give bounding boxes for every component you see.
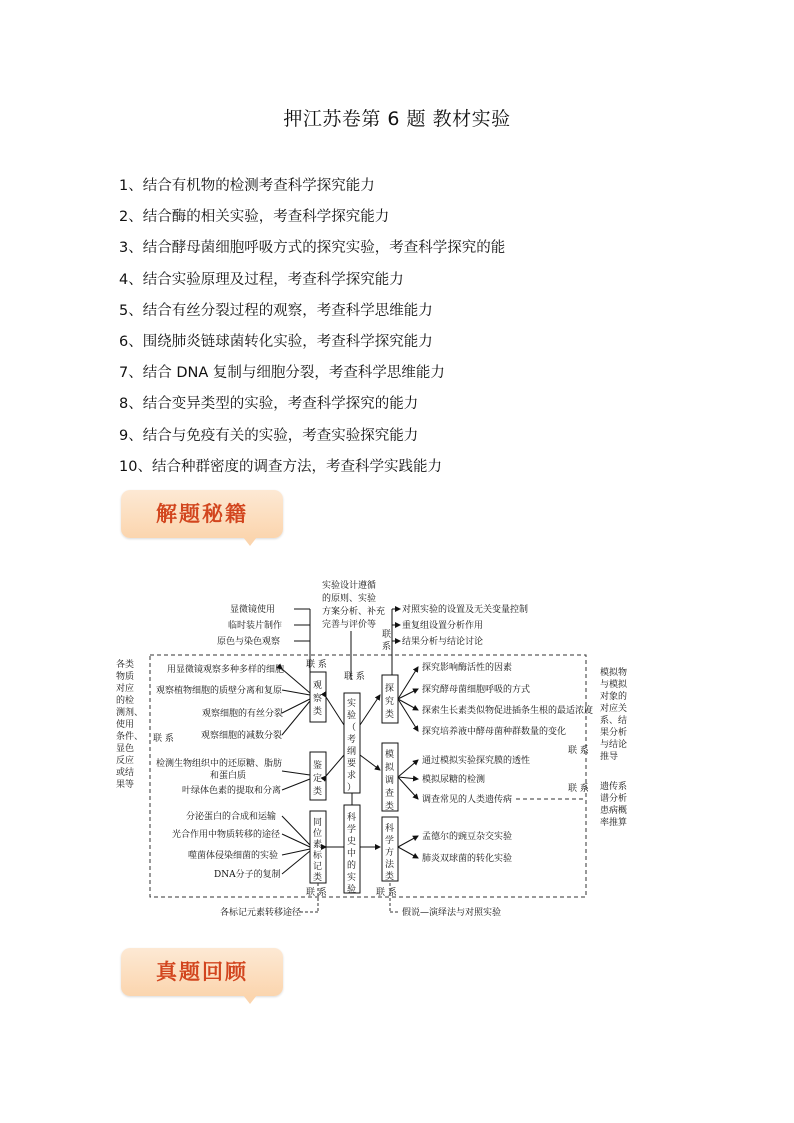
list-item: 3、结合酵母菌细胞呼吸方式的探究实验，考查科学探究的能 xyxy=(119,240,506,257)
svg-text:观察细胞的减数分裂: 观察细胞的减数分裂 xyxy=(201,731,283,741)
link-label: 联 系 xyxy=(306,888,327,898)
arrow xyxy=(282,779,310,790)
svg-text:验: 验 xyxy=(347,711,357,721)
svg-text:果等: 果等 xyxy=(116,780,135,790)
svg-text:同: 同 xyxy=(313,818,323,828)
svg-text:察: 察 xyxy=(313,694,323,704)
arrow xyxy=(398,836,418,847)
svg-text:反应: 反应 xyxy=(116,756,135,766)
svg-text:用显微镜观察多种多样的细胞: 用显微镜观察多种多样的细胞 xyxy=(167,665,285,675)
svg-text:率推算: 率推算 xyxy=(600,818,628,828)
svg-text:测剂、: 测剂、 xyxy=(116,708,144,718)
isotope-items xyxy=(172,810,281,880)
svg-text:查: 查 xyxy=(385,789,395,799)
arrow xyxy=(398,777,418,779)
svg-text:遗传系: 遗传系 xyxy=(600,782,628,792)
svg-text:科: 科 xyxy=(347,813,357,823)
svg-text:探究培养液中酵母菌种群数量的变化: 探究培养液中酵母菌种群数量的变化 xyxy=(422,727,567,737)
svg-text:物质: 物质 xyxy=(116,672,135,682)
svg-text:的原则、实验: 的原则、实验 xyxy=(322,594,377,604)
svg-text:位: 位 xyxy=(313,829,323,839)
svg-text:患病概: 患病概 xyxy=(600,806,628,816)
svg-text:显微镜使用: 显微镜使用 xyxy=(230,605,276,615)
svg-text:考: 考 xyxy=(347,735,357,745)
svg-text:类: 类 xyxy=(385,802,395,812)
svg-text:调查常见的人类遗传病: 调查常见的人类遗传病 xyxy=(422,795,513,805)
link-label: 联 系 xyxy=(306,660,327,670)
method-items xyxy=(422,830,512,864)
simulate-items xyxy=(422,754,530,805)
svg-text:类: 类 xyxy=(313,707,323,717)
svg-text:实: 实 xyxy=(347,873,357,883)
arrow xyxy=(360,695,380,725)
link-label: 联 系 xyxy=(376,888,397,898)
svg-text:史: 史 xyxy=(347,837,357,847)
svg-text:标: 标 xyxy=(313,851,323,861)
list-item: 2、结合酶的相关实验，考查科学探究能力 xyxy=(119,209,390,226)
svg-text:推导: 推导 xyxy=(600,752,619,762)
svg-text:中: 中 xyxy=(347,849,357,859)
svg-text:类: 类 xyxy=(313,873,323,883)
svg-text:验: 验 xyxy=(347,885,357,895)
right-side-note-1 xyxy=(600,666,628,762)
identify-box-label xyxy=(313,759,322,797)
svg-text:肺炎双球菌的转化实验: 肺炎双球菌的转化实验 xyxy=(422,854,513,864)
svg-text:条件、: 条件、 xyxy=(116,732,144,742)
svg-text:的: 的 xyxy=(347,861,357,871)
banner-label: 真题回顾 xyxy=(156,960,248,984)
list-item: 5、结合有丝分裂过程的观察，考查科学思维能力 xyxy=(119,302,433,319)
list-item: 9、结合与免疫有关的实验，考查实验探究能力 xyxy=(119,427,419,444)
arrow xyxy=(282,669,310,693)
svg-text:实: 实 xyxy=(347,699,357,709)
svg-text:（: （ xyxy=(347,723,357,733)
arrow xyxy=(398,847,418,858)
svg-text:检测生物组织中的还原糖、脂肪: 检测生物组织中的还原糖、脂肪 xyxy=(156,759,283,769)
banner-label: 解题秘籍 xyxy=(156,502,248,526)
svg-text:模拟尿糖的检测: 模拟尿糖的检测 xyxy=(422,775,486,785)
svg-text:方案分析、补充: 方案分析、补充 xyxy=(322,607,386,617)
bottom-left-note: 各标记元素转移途径 xyxy=(220,908,302,918)
svg-text:模: 模 xyxy=(385,750,395,760)
svg-text:显色: 显色 xyxy=(116,744,135,754)
svg-text:究: 究 xyxy=(385,697,395,707)
svg-text:实验设计遵循: 实验设计遵循 xyxy=(322,581,377,591)
svg-text:与结论: 与结论 xyxy=(600,740,628,750)
explore-items xyxy=(422,661,593,737)
svg-text:调: 调 xyxy=(385,776,395,786)
svg-text:纲: 纲 xyxy=(347,747,357,757)
list-item: 10、结合种群密度的调查方法，考查科学实践能力 xyxy=(119,458,442,475)
svg-text:的检: 的检 xyxy=(116,696,135,706)
svg-text:记: 记 xyxy=(313,862,323,872)
experiment-concept-map xyxy=(110,575,650,925)
arrow xyxy=(398,777,418,799)
speech-tail-icon xyxy=(243,995,257,1004)
svg-text:探: 探 xyxy=(385,684,395,694)
svg-text:拟: 拟 xyxy=(385,763,395,773)
svg-text:方: 方 xyxy=(385,848,395,858)
list-item: 8、结合变异类型的实验，考查科学探究的能力 xyxy=(119,396,419,413)
svg-text:探索生长素类似物促进插条生根的最适浓度: 探索生长素类似物促进插条生根的最适浓度 xyxy=(422,706,594,716)
svg-text:完善与评价等: 完善与评价等 xyxy=(322,620,377,630)
explore-box-label xyxy=(385,682,394,720)
arrow xyxy=(398,699,418,731)
svg-text:要: 要 xyxy=(347,759,357,769)
arrow xyxy=(326,755,344,776)
svg-text:学: 学 xyxy=(385,836,395,846)
svg-text:求: 求 xyxy=(347,771,357,781)
arrow xyxy=(398,760,418,777)
svg-text:分泌蛋白的合成和运输: 分泌蛋白的合成和运输 xyxy=(186,812,277,822)
top-right-list xyxy=(402,603,528,647)
identify-items xyxy=(156,757,282,796)
svg-text:系、结: 系、结 xyxy=(600,716,628,726)
top-note xyxy=(322,579,385,630)
top-left-list xyxy=(217,603,282,647)
svg-text:噬菌体侵染细菌的实验: 噬菌体侵染细菌的实验 xyxy=(188,851,279,861)
link-label: 联 系 xyxy=(344,672,365,682)
svg-text:对应: 对应 xyxy=(116,684,135,694)
svg-text:类: 类 xyxy=(385,872,395,882)
link-label: 联 系 xyxy=(568,784,589,794)
svg-text:观察植物细胞的质壁分离和复原: 观察植物细胞的质壁分离和复原 xyxy=(156,686,283,696)
svg-text:探究酵母菌细胞呼吸的方式: 探究酵母菌细胞呼吸的方式 xyxy=(422,685,531,695)
svg-text:类: 类 xyxy=(385,710,395,720)
svg-text:对象的: 对象的 xyxy=(600,692,628,702)
arrow xyxy=(282,771,310,775)
svg-text:定: 定 xyxy=(313,774,323,784)
bottom-right-note: 假说—演绎法与对照实验 xyxy=(402,908,502,918)
observe-items xyxy=(156,663,284,741)
svg-text:临时装片制作: 临时装片制作 xyxy=(228,621,283,631)
link-label: 联 xyxy=(382,630,392,640)
svg-text:各类: 各类 xyxy=(116,660,135,670)
list-item: 7、结合 DNA 复制与细胞分裂，考查科学思维能力 xyxy=(119,365,445,382)
svg-text:叶绿体色素的提取和分离: 叶绿体色素的提取和分离 xyxy=(182,786,282,796)
svg-text:模拟物: 模拟物 xyxy=(600,668,628,678)
svg-text:孟德尔的豌豆杂交实验: 孟德尔的豌豆杂交实验 xyxy=(422,832,513,842)
svg-text:光合作用中物质转移的途径: 光合作用中物质转移的途径 xyxy=(172,830,281,840)
svg-text:结果分析与结论讨论: 结果分析与结论讨论 xyxy=(402,637,484,647)
svg-text:观察细胞的有丝分裂: 观察细胞的有丝分裂 xyxy=(202,709,284,719)
arrow xyxy=(360,755,380,770)
svg-text:或结: 或结 xyxy=(116,768,135,778)
left-side-note xyxy=(116,658,143,790)
exam-point-list xyxy=(119,174,719,486)
svg-text:谱分析: 谱分析 xyxy=(600,794,628,804)
arrow xyxy=(282,690,310,695)
svg-text:原色与染色观察: 原色与染色观察 xyxy=(217,637,281,647)
svg-text:使用: 使用 xyxy=(116,720,135,730)
svg-text:果分析: 果分析 xyxy=(600,728,628,738)
method-box-label xyxy=(385,822,395,882)
svg-text:探究影响酶活性的因素: 探究影响酶活性的因素 xyxy=(422,663,513,673)
svg-text:DNA分子的复制: DNA分子的复制 xyxy=(214,870,281,880)
link-label: 联 系 xyxy=(153,734,174,744)
arrow xyxy=(326,697,344,725)
link-label: 系 xyxy=(382,642,392,652)
list-item: 1、结合有机物的检测考查科学探究能力 xyxy=(119,178,375,194)
svg-text:法: 法 xyxy=(385,860,395,870)
section-banner-review xyxy=(121,948,283,996)
svg-text:素: 素 xyxy=(313,840,323,850)
svg-text:通过模拟实验探究膜的透性: 通过模拟实验探究膜的透性 xyxy=(422,756,531,766)
section-banner-tips xyxy=(121,490,283,538)
observe-box-label xyxy=(313,680,322,717)
right-side-note-2 xyxy=(600,780,627,828)
simulate-box-label xyxy=(385,748,395,812)
svg-text:和蛋白质: 和蛋白质 xyxy=(210,771,247,781)
svg-text:科: 科 xyxy=(385,824,395,834)
svg-text:学: 学 xyxy=(347,825,357,835)
svg-text:观: 观 xyxy=(313,681,323,691)
svg-text:对应关: 对应关 xyxy=(600,704,628,714)
page-title: 押江苏卷第 6 题 教材实验 xyxy=(283,108,511,130)
svg-text:鉴: 鉴 xyxy=(313,761,323,771)
link-label: 联 系 xyxy=(568,746,589,756)
list-item: 6、围绕肺炎链球菌转化实验，考查科学探究能力 xyxy=(119,333,433,350)
speech-tail-icon xyxy=(243,537,257,546)
list-item: 4、结合实验原理及过程，考查科学探究能力 xyxy=(119,271,404,288)
svg-text:对照实验的设置及无关变量控制: 对照实验的设置及无关变量控制 xyxy=(402,605,529,615)
svg-text:）: ） xyxy=(347,783,357,793)
svg-text:与模拟: 与模拟 xyxy=(600,680,628,690)
svg-text:重复组设置分析作用: 重复组设置分析作用 xyxy=(402,621,484,631)
svg-text:类: 类 xyxy=(313,787,323,797)
